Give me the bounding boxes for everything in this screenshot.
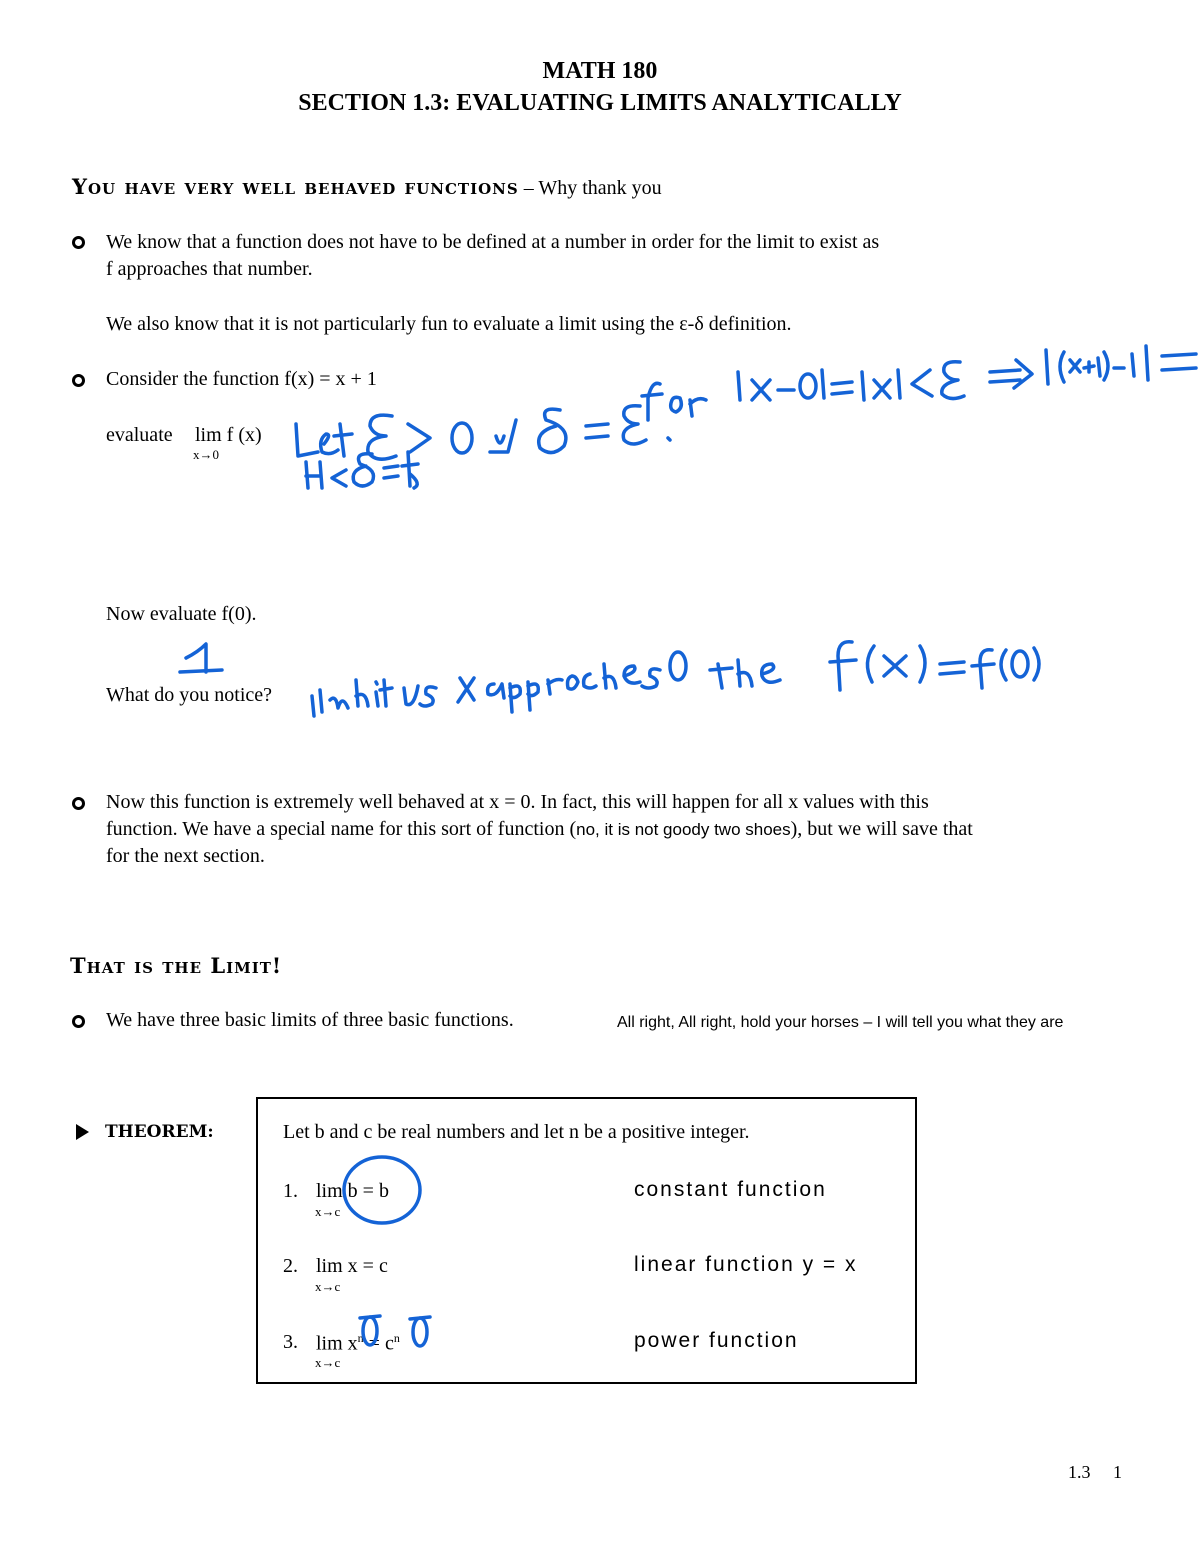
limit-expression [316, 1331, 400, 1356]
handwriting-notice [312, 642, 1039, 716]
item-number: 1. [283, 1180, 298, 1202]
page-title: MATH 180 [542, 58, 658, 84]
bullet-icon [72, 236, 85, 249]
text-span: ), but we will save that [790, 818, 973, 840]
handwriting-epsilon-delta [296, 346, 1196, 459]
heading-aside: – Why thank you [518, 177, 662, 199]
exponent: n [357, 1331, 364, 1345]
limit-subscript: x→c [315, 1279, 341, 1294]
evaluate-label: evaluate [106, 424, 173, 446]
paragraph-line: We also know that it is not particularly fun to evaluate a limit using the ε-δ definition. [106, 313, 792, 335]
limit-expression: lim x = c [316, 1255, 388, 1277]
theorem-label: THEOREM: [105, 1122, 214, 1142]
bullet-icon [72, 1015, 85, 1028]
triangle-bullet-icon [76, 1124, 89, 1140]
handwriting-condition [306, 452, 418, 488]
function-name: constant function [634, 1178, 827, 1201]
paragraph-line: f approaches that number. [106, 258, 313, 280]
limit-text: = c [363, 1332, 394, 1355]
page-number: 1.3 1 [1068, 1462, 1122, 1482]
section-title: SECTION 1.3: EVALUATING LIMITS ANALYTICALLY [298, 90, 902, 116]
function-name: power function [634, 1329, 799, 1352]
paragraph-line: for the next section. [106, 845, 265, 867]
aside-span: no, it is not goody two shoes [576, 820, 791, 839]
exponent: n [393, 1331, 400, 1345]
paragraph-line: Now evaluate f(0). [106, 603, 257, 625]
limit-expression: lim f (x) [195, 424, 262, 446]
limit-subscript: x→0 [193, 447, 219, 462]
paragraph-line: What do you notice? [106, 684, 273, 706]
paragraph-line: We have three basic limits of three basic functions. [106, 1009, 514, 1031]
item-number: 2. [283, 1255, 298, 1277]
limit-text: lim x [316, 1332, 358, 1355]
theorem-intro: Let b and c be real numbers and let n be a positive integer. [283, 1121, 750, 1143]
function-definition: Consider the function f(x) = x + 1 [106, 368, 377, 390]
aside-note: All right, All right, hold your horses – I will tell you what they are [617, 1014, 1064, 1031]
section-heading [72, 174, 662, 200]
limit-expression: lim b = b [316, 1180, 389, 1202]
text-span: function. We have a special name for this sort of function ( [106, 818, 577, 840]
paragraph-line: Now this function is extremely well behaved at x = 0. In fact, this will happen for all x values with this [106, 791, 929, 813]
item-number: 3. [283, 1331, 298, 1353]
heading-text: You have very well behaved functions [72, 174, 519, 199]
limit-subscript: x→c [315, 1355, 341, 1370]
bullet-icon [72, 797, 85, 810]
section-heading: That is the Limit! [70, 953, 283, 978]
handwriting-value [180, 644, 222, 672]
function-name: linear function y = x [634, 1253, 858, 1276]
limit-subscript: x→c [315, 1204, 341, 1219]
bullet-icon [72, 374, 85, 387]
paragraph-line: We know that a function does not have to be defined at a number in order for the limit to exist as [106, 231, 880, 253]
paragraph-line [106, 818, 973, 841]
